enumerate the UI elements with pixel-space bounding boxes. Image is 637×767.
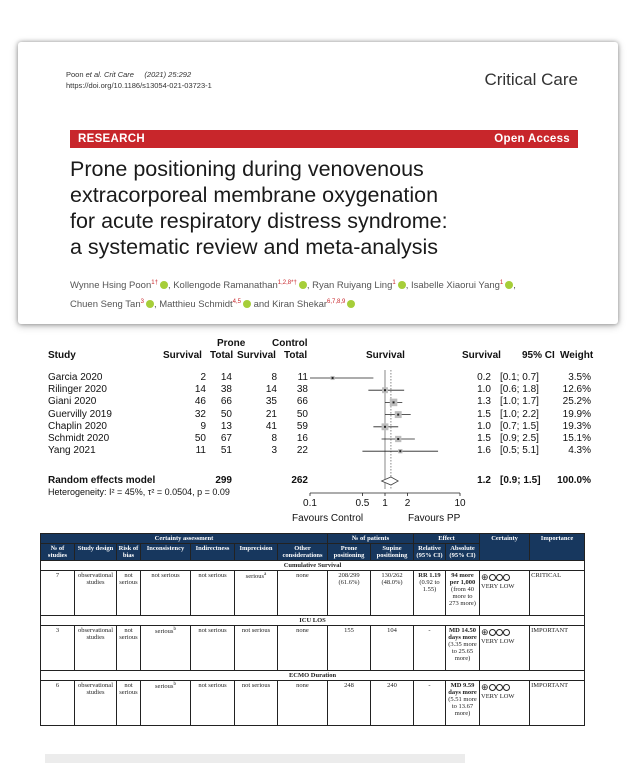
indirectness-text: not serious	[198, 572, 227, 579]
study-design	[75, 626, 117, 671]
inconsistency-text: serious	[155, 628, 174, 636]
control-total: 66	[296, 396, 308, 408]
studies-count	[41, 626, 75, 671]
estimate: 0.2	[477, 372, 491, 383]
author: , Isabelle Xiaorui Yang	[405, 280, 500, 292]
prone-total: 50	[220, 408, 232, 420]
pooled-estimate: 1.2	[477, 475, 491, 486]
affiliation-sup: 4,5	[232, 299, 241, 306]
studies-count-text: 7	[55, 572, 60, 579]
inconsistency	[141, 571, 191, 616]
title-line: Prone positioning during venovenous	[70, 157, 424, 181]
orcid-icon[interactable]	[146, 300, 154, 308]
orcid-icon[interactable]	[160, 281, 168, 289]
prone-total: 13	[220, 420, 232, 432]
affiliation-sup: 1,2,8*†	[277, 280, 297, 286]
prone-total: 51	[220, 445, 232, 457]
supine-patients	[371, 681, 414, 726]
table-row	[41, 626, 585, 671]
prone-patients-text: 248	[344, 682, 354, 689]
weight: 19.3%	[562, 420, 591, 432]
orcid-icon[interactable]	[398, 281, 406, 289]
relative-effect	[414, 681, 446, 726]
certainty-rating	[480, 681, 530, 726]
col-header: Imprecision	[235, 544, 278, 561]
weight: 25.2%	[562, 396, 591, 408]
importance-text: CRITICAL	[531, 572, 562, 579]
supine-patients	[371, 571, 414, 616]
estimate-header: Survival	[462, 350, 501, 361]
risk-of-bias-text: not serious	[119, 627, 138, 641]
cropped-text-fragment	[45, 754, 465, 763]
author: , Matthieu Schmidt	[153, 299, 233, 311]
weight: 15.1%	[562, 433, 591, 444]
effect-header: Effect	[414, 534, 480, 544]
pooled-control-total: 262	[291, 475, 308, 486]
imprecision	[235, 571, 278, 616]
indirectness-text: not serious	[198, 627, 227, 634]
estimate: 1.3	[477, 396, 491, 408]
absolute-effect-text: (3.35 more to 25.65 more)	[448, 641, 477, 662]
x-tick-label: 10	[454, 498, 466, 506]
supine-patients-text: 104	[387, 627, 397, 634]
certainty-rating	[480, 626, 530, 671]
doi-link[interactable]: https://doi.org/10.1186/s13054-021-03723-1	[66, 81, 212, 90]
affiliation-sup: 1†	[151, 280, 158, 286]
study-col-header: Study	[48, 350, 76, 361]
table-row	[41, 571, 585, 616]
section-banner	[70, 130, 578, 148]
prone-total: 38	[220, 384, 232, 396]
orcid-icon[interactable]	[347, 300, 355, 308]
affiliation-sup: 1	[499, 280, 504, 286]
control-total: 59	[296, 420, 308, 432]
importance-header: Importance	[530, 534, 585, 561]
control-total: 50	[296, 408, 308, 420]
plot-title: Survival	[366, 350, 405, 361]
absolute-effect-text: MD 14.50 days more	[448, 627, 477, 641]
forest-plot	[0, 336, 637, 526]
prone-survival: 9	[200, 420, 206, 432]
ci: [1.0; 1.7]	[500, 396, 539, 408]
orcid-icon[interactable]	[299, 281, 307, 289]
orcid-icon[interactable]	[505, 281, 513, 289]
affiliation-sup: 6,7,8,9	[327, 299, 346, 306]
journal-name: Critical Care	[484, 70, 578, 89]
prone-total-header: Total	[210, 350, 234, 361]
ci: [0.1; 0.7]	[500, 372, 539, 383]
favours-control-label: Favours Control	[292, 513, 364, 524]
studies-count	[41, 681, 75, 726]
weight: 12.6%	[562, 384, 591, 396]
study-name: Yang 2021	[48, 445, 96, 457]
col-header: Absolute (95% CI)	[446, 544, 480, 561]
other-considerations	[278, 571, 328, 616]
citation-author: Poon	[66, 70, 84, 79]
relative-effect	[414, 571, 446, 616]
inconsistency	[141, 681, 191, 726]
inconsistency-text: serious	[155, 683, 174, 691]
x-tick-label: 0.1	[303, 498, 317, 506]
control-total: 22	[296, 445, 308, 457]
certainty-assessment-header: Certainty assessment	[41, 534, 328, 544]
absolute-effect	[446, 626, 480, 671]
imprecision-text: a	[264, 572, 267, 577]
certainty-label: VERY LOW	[481, 693, 515, 700]
author: , Kollengode Ramanathan	[167, 280, 278, 292]
study-design-text: observational studies	[77, 572, 114, 586]
x-tick-label: 0.5	[355, 498, 370, 506]
absolute-effect	[446, 681, 480, 726]
importance-text: IMPORTANT	[531, 627, 569, 634]
title-line: for acute respiratory distress syndrome:	[70, 209, 448, 233]
col-header: Prone positioning	[328, 544, 371, 561]
studies-count	[41, 571, 75, 616]
ci: [1.0; 2.2]	[500, 408, 539, 420]
prone-survival: 32	[194, 408, 206, 420]
other-considerations-text: none	[296, 627, 309, 634]
estimate: 1.0	[477, 420, 491, 432]
relative-effect-text: -	[428, 682, 431, 689]
point-estimate	[384, 426, 386, 428]
citation-etal: et al. Crit Care	[85, 70, 134, 79]
studies-count-text: 6	[55, 682, 60, 689]
study-name: Chaplin 2020	[48, 420, 107, 432]
author-list: Wynne Hsing Poon$^{1\dagger}$ , Kollengode Ramanathan$^{1,2,8*\dagger}$ , Ryan Ruiyang Ling$^1$ , Isabelle Xiaorui Yang$^1$ , Chuen Seng Tan$^3$ , Matthieu Schmidt$^{4,5}$ and Kiran Shekar$^{6,7,8,9}$	[70, 280, 516, 311]
open-access-label: Open Access	[494, 133, 570, 145]
control-total: 16	[296, 433, 308, 444]
risk-of-bias-text: not serious	[119, 572, 138, 586]
pooled-prone-total: 299	[215, 475, 232, 486]
grade-body	[41, 561, 585, 726]
weight-header: Weight	[560, 350, 594, 361]
supine-patients-text: 130/262 (48.0%)	[381, 572, 403, 586]
risk-of-bias	[117, 571, 141, 616]
other-considerations-text: none	[296, 682, 309, 689]
title-line: extracorporeal membrane oxygenation	[70, 183, 439, 207]
title-line: a systematic review and meta-analysis	[70, 235, 439, 259]
certainty-circles-icon: ⊕	[481, 627, 528, 638]
imprecision-text: serious	[245, 573, 265, 581]
col-header: Inconsistency	[141, 544, 191, 561]
other-considerations-text: none	[296, 572, 309, 579]
patients-header: № of patients	[328, 534, 414, 544]
paper-header-card	[18, 42, 618, 324]
ci: [0.9; 2.5]	[500, 433, 539, 444]
control-survival: 21	[265, 408, 277, 420]
ci-header: 95% CI	[522, 350, 555, 361]
paper-title	[70, 156, 590, 260]
control-survival-header: Survival	[237, 350, 276, 361]
ci: [0.7; 1.5]	[500, 420, 539, 432]
control-survival: 35	[265, 396, 277, 408]
point-estimate	[384, 389, 386, 391]
col-header: Relative (95% CI)	[414, 544, 446, 561]
col-header: Risk of bias	[117, 544, 141, 561]
forest-plot-canvas	[300, 336, 470, 506]
imprecision-text: not serious	[241, 682, 271, 689]
supine-patients-text: 240	[387, 682, 397, 689]
indirectness	[191, 571, 235, 616]
grade-table	[40, 533, 585, 726]
absolute-effect	[446, 571, 480, 616]
col-header: Supine positioning	[371, 544, 414, 561]
imprecision	[235, 626, 278, 671]
relative-effect-text: -	[428, 627, 431, 634]
study-name: Garcia 2020	[48, 372, 103, 383]
point-estimate	[399, 450, 401, 452]
prone-survival: 2	[200, 372, 206, 383]
importance-text: IMPORTANT	[531, 682, 569, 689]
prone-survival: 46	[194, 396, 206, 408]
heterogeneity-stats: Heterogeneity: I² = 45%, τ² = 0.0504, p = 0.09	[48, 487, 230, 497]
certainty-rating	[480, 571, 530, 616]
prone-survival: 50	[194, 433, 206, 444]
estimate: 1.0	[477, 384, 491, 396]
prone-survival-header: Survival	[163, 350, 202, 361]
imprecision	[235, 681, 278, 726]
prone-patients	[328, 626, 371, 671]
control-total: 11	[297, 372, 308, 383]
estimate: 1.5	[477, 433, 491, 444]
other-considerations	[278, 681, 328, 726]
orcid-icon[interactable]	[243, 300, 251, 308]
certainty-label: VERY LOW	[481, 583, 515, 590]
control-total: 38	[296, 384, 308, 396]
outcome-section-title: Cumulative Survival	[41, 561, 585, 571]
studies-count-text: 3	[55, 627, 60, 634]
indirectness	[191, 626, 235, 671]
importance	[530, 626, 585, 671]
control-total-header: Total	[284, 350, 308, 361]
study-design-text: observational studies	[77, 682, 114, 696]
certainty-label: VERY LOW	[481, 638, 515, 645]
ci: [0.6; 1.8]	[500, 384, 539, 396]
citation-year: (2021) 25:292	[144, 70, 192, 79]
favours-pp-label: Favours PP	[408, 513, 461, 524]
imprecision-text: not serious	[241, 627, 271, 634]
weight: 3.5%	[568, 372, 591, 383]
pooled-ci: [0.9; 1.5]	[500, 475, 541, 486]
risk-of-bias-text: not serious	[119, 682, 138, 696]
x-tick-label: 1	[382, 498, 388, 506]
author: Chuen Seng Tan	[70, 299, 141, 311]
pooled-diamond	[382, 477, 399, 485]
prone-patients	[328, 681, 371, 726]
point-estimate	[397, 438, 399, 440]
section-label: RESEARCH	[78, 133, 145, 145]
outcome-section-title: ECMO Duration	[41, 671, 585, 681]
citation	[66, 69, 212, 91]
author: and Kiran Shekar	[250, 299, 328, 311]
estimate: 1.6	[477, 445, 491, 457]
study-design	[75, 571, 117, 616]
inconsistency	[141, 626, 191, 671]
point-estimate	[332, 377, 334, 379]
relative-effect	[414, 626, 446, 671]
point-estimate	[393, 401, 395, 403]
prone-total: 14	[220, 372, 232, 383]
certainty-circles-icon: ⊕	[481, 572, 528, 583]
prone-patients-text: 155	[344, 627, 354, 634]
absolute-effect-text: MD 9.59 days more	[448, 682, 477, 696]
inconsistency-text: not serious	[151, 572, 180, 579]
study-name: Rilinger 2020	[48, 384, 107, 396]
study-name: Schmidt 2020	[48, 433, 110, 444]
affiliation-sup: 1	[392, 280, 396, 286]
absolute-effect-text: 94 more per 1,000	[449, 572, 476, 586]
certainty-circles-icon: ⊕	[481, 682, 528, 693]
relative-effect-text: RR 1.19	[418, 572, 441, 579]
study-design-text: observational studies	[77, 627, 114, 641]
other-considerations	[278, 626, 328, 671]
absolute-effect-text: (5.51 more to 13.67 more)	[448, 696, 477, 717]
weight: 19.9%	[562, 408, 591, 420]
prone-total: 66	[220, 396, 232, 408]
prone-patients	[328, 571, 371, 616]
control-survival: 8	[271, 372, 277, 383]
control-survival: 3	[271, 445, 277, 457]
prone-patients-text: 208/299 (61.6%)	[338, 572, 360, 586]
pooled-weight: 100.0%	[557, 475, 591, 486]
importance	[530, 681, 585, 726]
estimate: 1.5	[477, 408, 491, 420]
indirectness-text: not serious	[198, 682, 227, 689]
control-survival: 41	[265, 420, 277, 432]
pooled-label: Random effects model	[48, 475, 156, 486]
importance	[530, 571, 585, 616]
col-header: Indirectness	[191, 544, 235, 561]
weight: 4.3%	[568, 445, 591, 457]
study-name: Guervilly 2019	[48, 408, 112, 420]
x-tick-label: 2	[404, 498, 411, 506]
author: , Ryan Ruiyang Ling	[306, 280, 393, 292]
inconsistency-text: b	[173, 627, 176, 632]
study-name: Giani 2020	[48, 396, 97, 408]
control-survival: 8	[271, 433, 277, 444]
grade-evidence-table	[40, 533, 585, 753]
table-row	[41, 681, 585, 726]
outcome-section-title: ICU LOS	[41, 616, 585, 626]
col-header: № of studies	[41, 544, 75, 561]
certainty-header: Certainty	[480, 534, 530, 561]
col-header: Other considerations	[278, 544, 328, 561]
affiliation-sup: 3	[140, 299, 144, 306]
prone-survival: 14	[194, 384, 206, 396]
prone-group-header: Prone	[217, 338, 246, 349]
risk-of-bias	[117, 626, 141, 671]
relative-effect-text: (0.92 to 1.55)	[419, 579, 440, 593]
col-header: Study design	[75, 544, 117, 561]
inconsistency-text: b	[173, 682, 176, 687]
risk-of-bias	[117, 681, 141, 726]
ci: [0.5; 5.1]	[500, 445, 539, 457]
prone-survival: 11	[195, 445, 206, 457]
indirectness	[191, 681, 235, 726]
control-group-header: Control	[272, 338, 308, 349]
control-survival: 14	[265, 384, 277, 396]
prone-total: 67	[220, 433, 232, 444]
supine-patients	[371, 626, 414, 671]
absolute-effect-text: (from 40 more to 273 more)	[449, 586, 476, 607]
author: Wynne Hsing Poon	[70, 280, 152, 292]
point-estimate	[397, 414, 399, 416]
study-design	[75, 681, 117, 726]
